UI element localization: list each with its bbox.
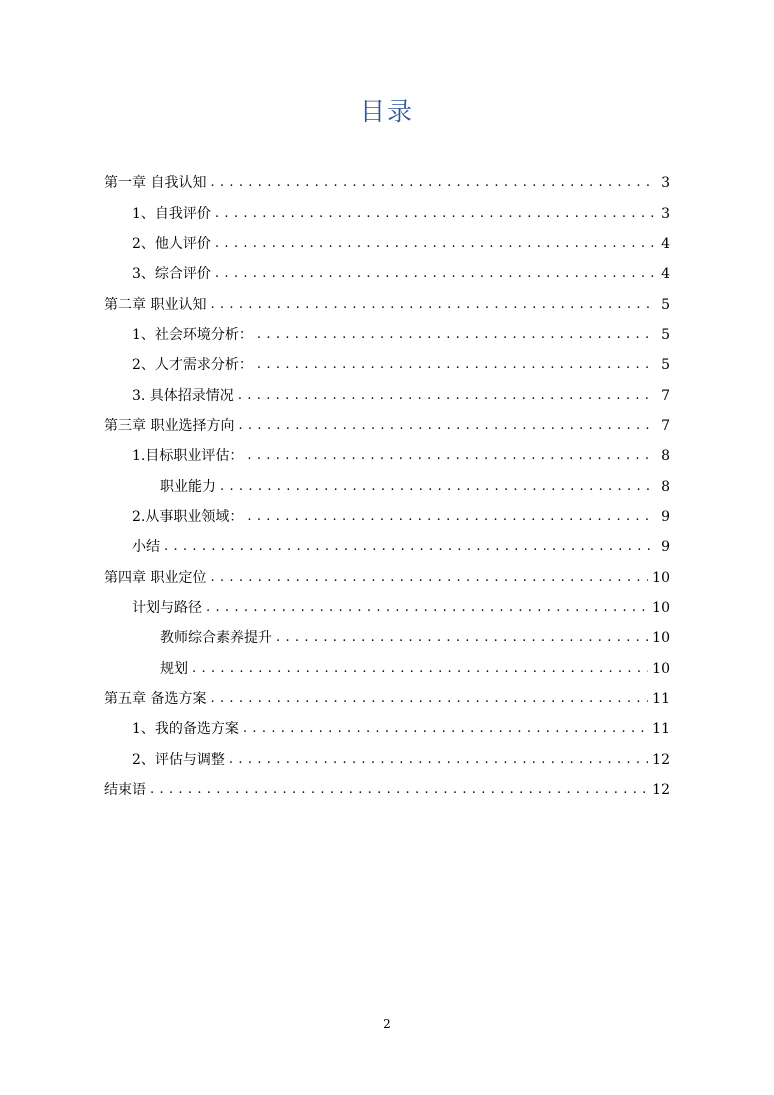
toc-entry[interactable] (104, 745, 670, 775)
toc-leader-dots (247, 446, 654, 466)
toc-entry[interactable] (104, 593, 670, 623)
toc-entry-label: 1、自我评价 (132, 204, 215, 224)
toc-leader-dots (257, 355, 654, 375)
toc-entry[interactable] (104, 471, 670, 501)
toc-entry[interactable] (104, 714, 670, 744)
toc-entry-page: 4 (661, 235, 670, 252)
toc-entry-page: 3 (661, 175, 670, 192)
toc-entry-page: 8 (661, 448, 670, 465)
table-of-contents (104, 168, 670, 805)
toc-entry-page: 5 (661, 296, 670, 313)
toc-entry-page: 5 (661, 326, 670, 343)
toc-entry-page: 10 (652, 599, 670, 616)
toc-title: 目录 (359, 97, 414, 126)
toc-entry-page: 7 (661, 417, 670, 434)
toc-entry-page: 10 (652, 660, 670, 677)
toc-leader-dots (192, 659, 648, 679)
toc-entry-label: 1、我的备选方案 (132, 719, 243, 739)
toc-leader-dots (210, 568, 648, 588)
toc-entry-label: 2.从事职业领域： (132, 507, 247, 527)
toc-entry-label: 结束语 (104, 780, 150, 800)
toc-entry-label: 第四章 职业定位 (104, 568, 210, 588)
toc-leader-dots (276, 628, 648, 648)
toc-leader-dots (210, 689, 648, 709)
page-number: 2 (383, 1017, 391, 1031)
toc-entry-page: 12 (652, 751, 670, 768)
toc-leader-dots (238, 386, 654, 406)
toc-entry-page: 12 (652, 782, 670, 799)
toc-entry[interactable] (104, 532, 670, 562)
toc-leader-dots (210, 173, 654, 193)
toc-entry[interactable] (104, 168, 670, 198)
toc-entry-label: 1.目标职业评估： (132, 446, 247, 466)
toc-entry-label: 第一章 自我认知 (104, 173, 210, 193)
toc-leader-dots (220, 477, 654, 497)
toc-entry[interactable] (104, 411, 670, 441)
toc-entry[interactable] (104, 502, 670, 532)
toc-entry-label: 2、他人评价 (132, 234, 215, 254)
toc-entry-page: 10 (652, 569, 670, 586)
toc-leader-dots (150, 780, 648, 800)
toc-entry[interactable] (104, 320, 670, 350)
toc-entry-page: 8 (661, 478, 670, 495)
toc-entry-label: 计划与路径 (132, 598, 206, 618)
toc-entry-label: 1、社会环境分析： (132, 325, 257, 345)
toc-entry-page: 11 (652, 691, 670, 708)
toc-entry[interactable] (104, 654, 670, 684)
toc-entry-page: 10 (652, 630, 670, 647)
toc-entry-page: 7 (661, 387, 670, 404)
toc-leader-dots (243, 719, 648, 739)
toc-leader-dots (210, 295, 654, 315)
toc-leader-dots (215, 264, 654, 284)
toc-entry-label: 教师综合素养提升 (160, 628, 276, 648)
toc-leader-dots (229, 750, 648, 770)
toc-leader-dots (206, 598, 648, 618)
toc-entry[interactable] (104, 623, 670, 653)
toc-entry[interactable] (104, 198, 670, 228)
toc-entry-page: 9 (661, 539, 670, 556)
toc-entry-label: 3. 具体招录情况 (132, 386, 238, 406)
toc-entry-page: 4 (661, 266, 670, 283)
toc-entry[interactable] (104, 775, 670, 805)
toc-entry[interactable] (104, 259, 670, 289)
toc-leader-dots (215, 204, 654, 224)
toc-entry-label: 2、评估与调整 (132, 750, 229, 770)
toc-entry[interactable] (104, 562, 670, 592)
toc-leader-dots (247, 507, 654, 527)
toc-entry-label: 第三章 职业选择方向 (104, 416, 238, 436)
toc-entry[interactable] (104, 441, 670, 471)
toc-leader-dots (257, 325, 654, 345)
toc-leader-dots (238, 416, 654, 436)
toc-entry-label: 3、综合评价 (132, 264, 215, 284)
toc-entry[interactable] (104, 380, 670, 410)
toc-entry[interactable] (104, 350, 670, 380)
toc-entry-page: 5 (661, 357, 670, 374)
toc-entry-label: 第二章 职业认知 (104, 295, 210, 315)
toc-entry-page: 11 (652, 721, 670, 738)
toc-entry-label: 职业能力 (160, 477, 220, 497)
toc-entry[interactable] (104, 229, 670, 259)
toc-entry-label: 2、人才需求分析： (132, 355, 257, 375)
toc-entry-page: 3 (661, 205, 670, 222)
toc-entry[interactable] (104, 289, 670, 319)
toc-entry-label: 第五章 备选方案 (104, 689, 210, 709)
toc-entry-page: 9 (661, 508, 670, 525)
toc-entry[interactable] (104, 684, 670, 714)
toc-entry-label: 规划 (160, 659, 192, 679)
toc-leader-dots (164, 537, 654, 557)
toc-entry-label: 小结 (132, 537, 164, 557)
toc-leader-dots (215, 234, 654, 254)
